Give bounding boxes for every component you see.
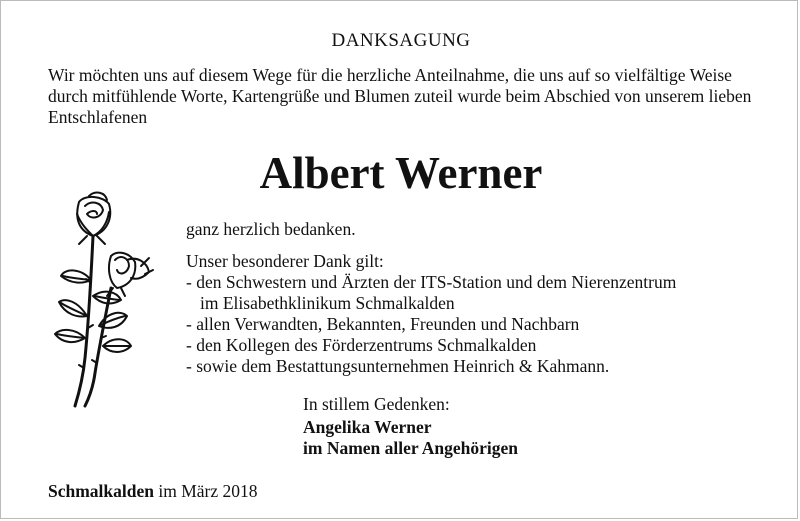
signer-subtitle: im Namen aller Angehörigen	[303, 438, 519, 458]
footer-date: im März 2018	[158, 481, 258, 501]
thanks-list	[186, 272, 786, 377]
list-item: - den Schwestern und Ärzten der ITS-Station und dem Nierenzentrum	[186, 272, 677, 292]
memorial-line: In stillem Gedenken:	[303, 394, 450, 414]
deceased-name: Albert Werner	[259, 148, 543, 198]
thanks-line: ganz herzlich bedanken.	[186, 219, 356, 239]
signer-name: Angelika Werner	[303, 417, 432, 437]
intro-paragraph: Wir möchten uns auf diesem Wege für die herzliche Anteilnahme, die uns auf so vielfältige Weise durch mitfühlende Worte, Kartengrüße und Blumen zuteil wurde beim Abschied von unserem lieben Entschlafenen	[48, 65, 752, 127]
footer-place-date	[48, 481, 258, 502]
list-item: im Elisabethklinikum Schmalkalden	[200, 293, 455, 313]
rose-illustration-icon	[51, 188, 161, 410]
list-item: - allen Verwandten, Bekannten, Freunden und Nachbarn	[186, 314, 580, 334]
notice-heading: DANKSAGUNG	[331, 30, 471, 51]
list-item: - den Kollegen des Förderzentrums Schmalkalden	[186, 335, 537, 355]
signature-block	[303, 417, 518, 459]
thanks-list-title: Unser besonderer Dank gilt:	[186, 251, 384, 271]
footer-place: Schmalkalden	[48, 481, 154, 501]
list-item: - sowie dem Bestattungsunternehmen Heinrich & Kahmann.	[186, 356, 610, 376]
